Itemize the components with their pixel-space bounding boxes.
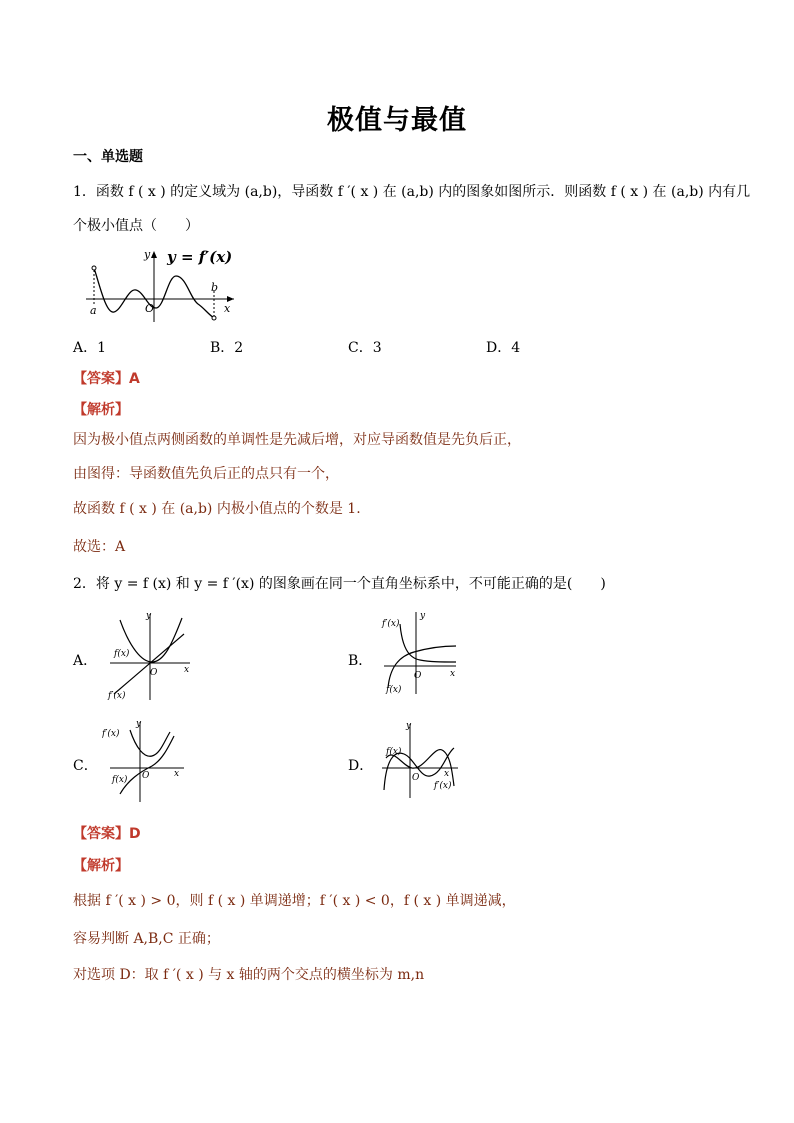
- fprime-line: [114, 634, 184, 694]
- section-heading: 一、单选题: [73, 149, 143, 165]
- q2-option-d-graph: [380, 720, 470, 800]
- fprime-label: f′(x): [108, 691, 126, 701]
- q1-analysis-label: 【解析】: [73, 402, 129, 418]
- x-label: x: [174, 769, 180, 779]
- f-label: f(x): [386, 747, 402, 757]
- q2-stem: 2．将 y = f (x) 和 y = f ′(x) 的图象画在同一个直角坐标系中，不可能正确的是( ): [73, 576, 606, 592]
- q2-analysis-label: 【解析】: [73, 858, 129, 874]
- graph-a-label: a: [90, 304, 97, 317]
- q1-answer: 【答案】A: [73, 371, 140, 387]
- fprime-label: f′(x): [102, 729, 120, 739]
- y-label: y: [420, 611, 426, 621]
- q1-derivative-graph: [80, 246, 240, 326]
- q2-option-c-graph: [102, 718, 192, 806]
- q1-stem-line1: 1．函数 f ( x ) 的定义域为 (a,b)，导函数 f ′( x ) 在 (a,b) 内的图象如图所示．则函数 f ( x ) 在 (a,b) 内有几: [73, 184, 751, 200]
- graph-origin-label: O: [145, 302, 155, 315]
- q2-option-a-label: A．: [73, 653, 98, 669]
- q1-option-d: D．4: [486, 340, 521, 356]
- f-curve: [388, 646, 456, 688]
- graph-x-label: x: [224, 302, 231, 315]
- q1-analysis-line2: 由图得：导函数值先负后正的点只有一个，: [73, 466, 339, 482]
- fprime-label: f′(x): [434, 781, 452, 791]
- origin-label: O: [150, 668, 158, 678]
- origin-label: O: [142, 771, 150, 781]
- q2-answer: 【答案】D: [73, 826, 141, 842]
- f-label: f(x): [112, 775, 128, 785]
- f-curve: [120, 736, 174, 794]
- x-label: x: [450, 669, 456, 679]
- endpoint-a: [92, 266, 96, 270]
- f-label: f(x): [386, 685, 402, 695]
- q1-option-a: A．1: [73, 340, 107, 356]
- fprime-label: f′(x): [382, 619, 400, 629]
- q2-analysis-line3: 对选项 D：取 f ′( x ) 与 x 轴的两个交点的横坐标为 m,n: [73, 967, 425, 983]
- q2-option-d-label: D．: [348, 758, 374, 774]
- q1-option-c: C．3: [348, 340, 382, 356]
- endpoint-b: [212, 316, 216, 320]
- q1-analysis-line4: 故选：A: [73, 539, 126, 555]
- origin-label: O: [412, 773, 420, 783]
- y-label: y: [406, 721, 412, 731]
- q2-option-a-graph: [102, 608, 197, 704]
- graph-b-label: b: [211, 281, 219, 294]
- page-title: 极值与最值: [327, 105, 467, 136]
- f-label: f(x): [114, 649, 130, 659]
- origin-label: O: [414, 671, 422, 681]
- q2-option-b-label: B．: [348, 653, 373, 669]
- x-label: x: [444, 769, 450, 779]
- x-label: x: [184, 665, 190, 675]
- y-label: y: [146, 611, 152, 621]
- y-axis-arrow: [151, 251, 157, 258]
- y-label: y: [136, 719, 142, 729]
- fprime-curve: [400, 624, 456, 662]
- graph-y-label: y: [144, 248, 151, 261]
- q2-analysis-line2: 容易判断 A,B,C 正确；: [73, 931, 220, 947]
- q1-analysis-line3: 故函数 f ( x ) 在 (a,b) 内极小值点的个数是 1.: [73, 501, 361, 517]
- q2-option-c-label: C．: [73, 758, 98, 774]
- fprime-curve: [130, 730, 170, 756]
- q1-option-b: B．2: [210, 340, 244, 356]
- graph-func-label: y = f′(x): [167, 248, 233, 266]
- q2-option-b-graph: [380, 606, 460, 698]
- q1-analysis-line1: 因为极小值点两侧函数的单调性是先减后增，对应导函数值是先负后正，: [73, 432, 521, 448]
- q1-stem-line2: 个极小值点（ ）: [73, 218, 199, 234]
- q2-analysis-line1: 根据 f ′( x ) > 0，则 f ( x ) 单调递增；f ′( x ) < 0，f ( x ) 单调递减，: [73, 893, 516, 909]
